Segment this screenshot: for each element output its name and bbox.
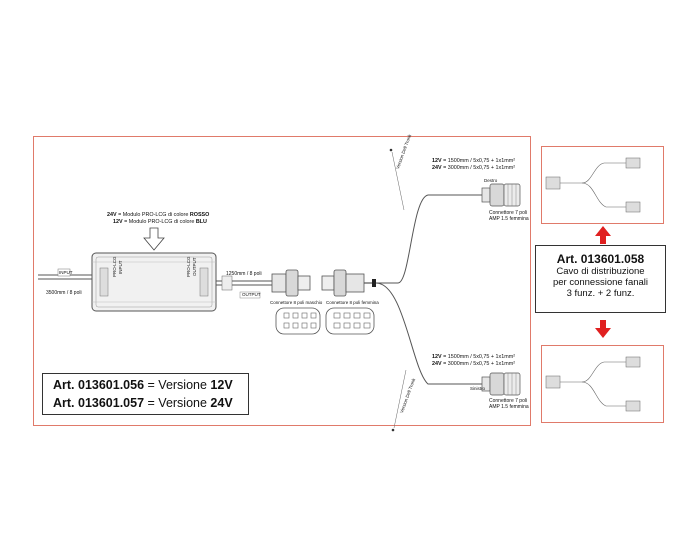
version-box — [42, 373, 249, 415]
connector-icon — [272, 274, 286, 292]
module-body — [92, 253, 216, 311]
version-12v: Art. 013601.056 = Versione 12V — [53, 378, 233, 392]
branch-top-spec-24v: 24V = 3000mm / 5x0,75 + 1x1mm² — [432, 165, 515, 171]
branch-top-diag: Version Dell Tronk — [395, 133, 413, 170]
callout-box — [535, 245, 666, 313]
branch-bottom-conn2: AMP 1.5 femmina — [489, 404, 529, 410]
arrow-down-icon — [144, 228, 164, 250]
cable-out-length: 1250mm / 8 poli — [226, 271, 262, 277]
callout-desc-2: per connessione fanali — [552, 277, 649, 288]
module-port-right — [200, 268, 208, 296]
branch-top-side: Destro — [484, 178, 498, 183]
branch-bottom-conn1: Connettore 7 poli — [489, 398, 528, 404]
connector-female-label: Connettore 8 poli femmina — [326, 300, 379, 305]
connector-female-face — [326, 308, 374, 334]
branch-top-conn1: Connettore 7 poli — [489, 210, 528, 216]
arrow-down-red-icon — [595, 320, 611, 338]
module-label-right-b: OUTPUT — [192, 257, 197, 276]
branch-top-conn2: AMP 1.5 femmina — [489, 216, 529, 222]
callout-desc-1: Cavo di distribuzione — [556, 266, 645, 277]
branch-bottom-side: Sinistro — [470, 386, 486, 391]
input-label: INPUT — [59, 270, 73, 275]
connector-male-face — [276, 308, 320, 334]
module-label-right-a: PRO-LCG — [186, 256, 191, 277]
thumbnail-top — [541, 146, 664, 224]
version-24v: Art. 013601.057 = Versione 24V — [53, 396, 233, 410]
thumbnail-top-drawing — [542, 147, 665, 225]
thumbnail-bottom-drawing — [542, 346, 665, 424]
callout-code: Art. 013601.058 — [556, 252, 645, 266]
module-note-24v: 24V = Modulo PRO-LCG di colore ROSSO — [107, 212, 210, 218]
module-label-left-b: INPUT — [118, 260, 123, 274]
branch-top-spec-12v: 12V = 1500mm / 5x0,75 + 1x1mm² — [432, 158, 515, 164]
branch-bottom-diag: Version Dell Tronk — [399, 377, 417, 414]
connector-male-label: Connettore 8 poli maschio — [270, 300, 323, 305]
arrow-up-icon — [595, 226, 611, 244]
branch-bottom-spec-12v: 12V = 1500mm / 5x0,75 + 1x1mm² — [432, 354, 515, 360]
module-note-12v: 12V = Modulo PRO-LCG di colore BLU — [113, 219, 207, 225]
cable-in-length: 3500mm / 8 poli — [46, 290, 82, 296]
module-port-left — [100, 268, 108, 296]
connector-7-top — [482, 188, 490, 202]
branch-top-wire — [376, 195, 482, 283]
callout-desc-3: 3 funz. + 2 funz. — [566, 288, 635, 299]
branch-bottom-wire — [376, 283, 482, 384]
thumbnail-bottom — [541, 345, 664, 423]
branch-bottom-spec-24v: 24V = 3000mm / 5x0,75 + 1x1mm² — [432, 361, 515, 367]
output-label: OUTPUT — [242, 292, 261, 297]
module-label-left-a: PRO-LCG — [112, 256, 117, 277]
